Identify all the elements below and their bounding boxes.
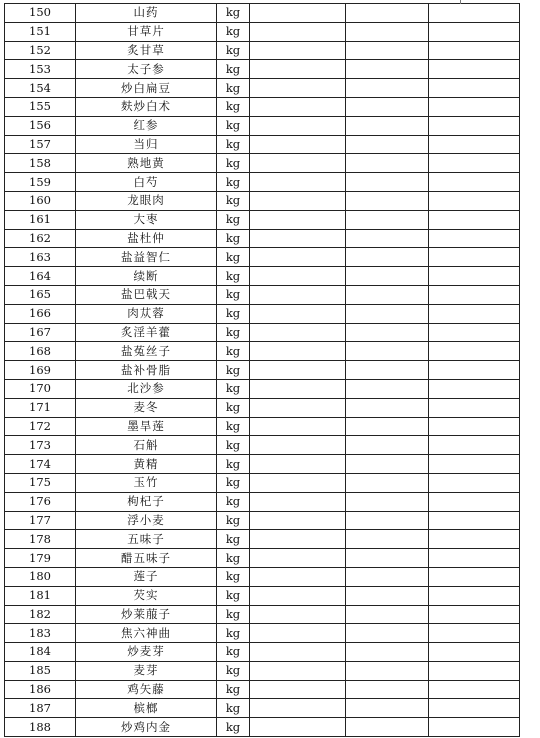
item-name-cell: 炙淫羊藿	[76, 323, 217, 342]
empty-cell	[250, 304, 346, 323]
empty-cell	[250, 455, 346, 474]
empty-cell	[346, 455, 429, 474]
unit-cell: kg	[217, 473, 250, 492]
table-row	[5, 586, 520, 605]
empty-cell	[346, 60, 429, 79]
item-name-cell: 芡实	[76, 586, 217, 605]
empty-cell	[250, 267, 346, 286]
row-number-cell: 183	[5, 624, 76, 643]
unit-cell: kg	[217, 191, 250, 210]
empty-cell	[429, 248, 520, 267]
empty-cell	[346, 41, 429, 60]
table-row	[5, 191, 520, 210]
row-number-cell: 180	[5, 567, 76, 586]
table-row	[5, 79, 520, 98]
item-name-cell: 熟地黄	[76, 154, 217, 173]
table-row	[5, 379, 520, 398]
empty-cell	[250, 4, 346, 23]
empty-cell	[250, 511, 346, 530]
empty-cell	[346, 97, 429, 116]
empty-cell	[346, 210, 429, 229]
empty-cell	[250, 379, 346, 398]
unit-cell: kg	[217, 229, 250, 248]
empty-cell	[429, 210, 520, 229]
empty-cell	[250, 60, 346, 79]
item-name-cell: 黄精	[76, 455, 217, 474]
item-name-cell: 盐巴戟天	[76, 285, 217, 304]
empty-cell	[250, 530, 346, 549]
empty-cell	[429, 436, 520, 455]
row-number-cell: 153	[5, 60, 76, 79]
row-number-cell: 171	[5, 398, 76, 417]
row-number-cell: 179	[5, 549, 76, 568]
empty-cell	[250, 22, 346, 41]
table-row	[5, 60, 520, 79]
table-row	[5, 473, 520, 492]
empty-cell	[250, 285, 346, 304]
unit-cell: kg	[217, 661, 250, 680]
table-row	[5, 398, 520, 417]
empty-cell	[429, 41, 520, 60]
unit-cell: kg	[217, 323, 250, 342]
item-name-cell: 白芍	[76, 173, 217, 192]
unit-cell: kg	[217, 116, 250, 135]
unit-cell: kg	[217, 304, 250, 323]
empty-cell	[250, 229, 346, 248]
empty-cell	[346, 285, 429, 304]
document-page	[4, 3, 515, 737]
unit-cell: kg	[217, 417, 250, 436]
empty-cell	[346, 323, 429, 342]
empty-cell	[250, 135, 346, 154]
empty-cell	[346, 718, 429, 737]
unit-cell: kg	[217, 285, 250, 304]
empty-cell	[429, 718, 520, 737]
row-number-cell: 169	[5, 361, 76, 380]
empty-cell	[346, 492, 429, 511]
row-number-cell: 155	[5, 97, 76, 116]
table-row	[5, 511, 520, 530]
empty-cell	[429, 417, 520, 436]
unit-cell: kg	[217, 624, 250, 643]
row-number-cell: 188	[5, 718, 76, 737]
item-name-cell: 麦冬	[76, 398, 217, 417]
table-row	[5, 549, 520, 568]
empty-cell	[429, 680, 520, 699]
unit-cell: kg	[217, 549, 250, 568]
empty-cell	[429, 530, 520, 549]
empty-cell	[429, 699, 520, 718]
table-row	[5, 680, 520, 699]
unit-cell: kg	[217, 41, 250, 60]
item-name-cell: 山药	[76, 4, 217, 23]
empty-cell	[429, 154, 520, 173]
empty-cell	[346, 549, 429, 568]
item-name-cell: 五味子	[76, 530, 217, 549]
table-row	[5, 154, 520, 173]
empty-cell	[250, 248, 346, 267]
empty-cell	[250, 643, 346, 662]
item-name-cell: 炙甘草	[76, 41, 217, 60]
item-name-cell: 麸炒白术	[76, 97, 217, 116]
empty-cell	[346, 379, 429, 398]
row-number-cell: 173	[5, 436, 76, 455]
item-name-cell: 石斛	[76, 436, 217, 455]
empty-cell	[250, 79, 346, 98]
unit-cell: kg	[217, 605, 250, 624]
table-row	[5, 342, 520, 361]
table-row	[5, 699, 520, 718]
item-name-cell: 麦芽	[76, 661, 217, 680]
unit-cell: kg	[217, 492, 250, 511]
row-number-cell: 172	[5, 417, 76, 436]
empty-cell	[250, 342, 346, 361]
empty-cell	[346, 22, 429, 41]
row-number-cell: 176	[5, 492, 76, 511]
empty-cell	[346, 436, 429, 455]
item-name-cell: 炒鸡内金	[76, 718, 217, 737]
table-row	[5, 41, 520, 60]
empty-cell	[429, 173, 520, 192]
empty-cell	[346, 267, 429, 286]
unit-cell: kg	[217, 586, 250, 605]
unit-cell: kg	[217, 379, 250, 398]
empty-cell	[429, 79, 520, 98]
table-row	[5, 22, 520, 41]
empty-cell	[429, 624, 520, 643]
table-row	[5, 417, 520, 436]
unit-cell: kg	[217, 530, 250, 549]
empty-cell	[346, 586, 429, 605]
empty-cell	[346, 680, 429, 699]
empty-cell	[250, 473, 346, 492]
empty-cell	[346, 191, 429, 210]
row-number-cell: 163	[5, 248, 76, 267]
table-row	[5, 661, 520, 680]
item-name-cell: 续断	[76, 267, 217, 286]
empty-cell	[250, 699, 346, 718]
row-number-cell: 165	[5, 285, 76, 304]
empty-cell	[346, 530, 429, 549]
table-row	[5, 323, 520, 342]
empty-cell	[250, 549, 346, 568]
row-number-cell: 187	[5, 699, 76, 718]
table-row	[5, 436, 520, 455]
row-number-cell: 159	[5, 173, 76, 192]
table-row	[5, 248, 520, 267]
item-name-cell: 红参	[76, 116, 217, 135]
row-number-cell: 167	[5, 323, 76, 342]
empty-cell	[429, 342, 520, 361]
empty-cell	[250, 210, 346, 229]
row-number-cell: 157	[5, 135, 76, 154]
item-name-cell: 炒白扁豆	[76, 79, 217, 98]
table-row	[5, 285, 520, 304]
table-row	[5, 605, 520, 624]
unit-cell: kg	[217, 361, 250, 380]
empty-cell	[250, 680, 346, 699]
empty-cell	[346, 417, 429, 436]
row-number-cell: 174	[5, 455, 76, 474]
unit-cell: kg	[217, 22, 250, 41]
empty-cell	[346, 173, 429, 192]
item-name-cell: 肉苁蓉	[76, 304, 217, 323]
empty-cell	[429, 549, 520, 568]
item-name-cell: 太子参	[76, 60, 217, 79]
empty-cell	[429, 473, 520, 492]
row-number-cell: 170	[5, 379, 76, 398]
table-row	[5, 135, 520, 154]
item-name-cell: 盐益智仁	[76, 248, 217, 267]
empty-cell	[346, 361, 429, 380]
row-number-cell: 162	[5, 229, 76, 248]
unit-cell: kg	[217, 398, 250, 417]
unit-cell: kg	[217, 699, 250, 718]
empty-cell	[429, 567, 520, 586]
empty-cell	[250, 624, 346, 643]
row-number-cell: 177	[5, 511, 76, 530]
row-number-cell: 186	[5, 680, 76, 699]
empty-cell	[346, 154, 429, 173]
empty-cell	[250, 173, 346, 192]
unit-cell: kg	[217, 680, 250, 699]
item-name-cell: 醋五味子	[76, 549, 217, 568]
unit-cell: kg	[217, 154, 250, 173]
empty-cell	[250, 718, 346, 737]
row-number-cell: 156	[5, 116, 76, 135]
empty-cell	[346, 699, 429, 718]
item-name-cell: 枸杞子	[76, 492, 217, 511]
empty-cell	[429, 605, 520, 624]
item-name-cell: 槟榔	[76, 699, 217, 718]
table-row	[5, 97, 520, 116]
empty-cell	[429, 135, 520, 154]
empty-cell	[346, 342, 429, 361]
unit-cell: kg	[217, 342, 250, 361]
row-number-cell: 150	[5, 4, 76, 23]
table-row	[5, 267, 520, 286]
empty-cell	[250, 417, 346, 436]
empty-cell	[429, 97, 520, 116]
empty-cell	[429, 229, 520, 248]
page-corner-mark	[460, 0, 467, 4]
table-row	[5, 4, 520, 23]
empty-cell	[250, 116, 346, 135]
table-body	[5, 4, 520, 737]
empty-cell	[429, 4, 520, 23]
table-row	[5, 492, 520, 511]
unit-cell: kg	[217, 436, 250, 455]
empty-cell	[429, 361, 520, 380]
item-name-cell: 当归	[76, 135, 217, 154]
empty-cell	[250, 323, 346, 342]
unit-cell: kg	[217, 135, 250, 154]
empty-cell	[429, 661, 520, 680]
empty-cell	[346, 473, 429, 492]
empty-cell	[346, 511, 429, 530]
item-name-cell: 盐杜仲	[76, 229, 217, 248]
empty-cell	[346, 661, 429, 680]
row-number-cell: 168	[5, 342, 76, 361]
empty-cell	[250, 398, 346, 417]
empty-cell	[250, 191, 346, 210]
empty-cell	[429, 492, 520, 511]
item-name-cell: 炒莱菔子	[76, 605, 217, 624]
empty-cell	[346, 248, 429, 267]
row-number-cell: 154	[5, 79, 76, 98]
table-row	[5, 624, 520, 643]
row-number-cell: 178	[5, 530, 76, 549]
table-row	[5, 304, 520, 323]
empty-cell	[346, 643, 429, 662]
empty-cell	[346, 135, 429, 154]
empty-cell	[429, 267, 520, 286]
unit-cell: kg	[217, 248, 250, 267]
row-number-cell: 160	[5, 191, 76, 210]
empty-cell	[429, 22, 520, 41]
empty-cell	[346, 229, 429, 248]
empty-cell	[429, 455, 520, 474]
empty-cell	[346, 398, 429, 417]
item-name-cell: 玉竹	[76, 473, 217, 492]
table-row	[5, 718, 520, 737]
row-number-cell: 166	[5, 304, 76, 323]
table-row	[5, 210, 520, 229]
empty-cell	[346, 304, 429, 323]
unit-cell: kg	[217, 210, 250, 229]
empty-cell	[250, 154, 346, 173]
empty-cell	[346, 79, 429, 98]
row-number-cell: 184	[5, 643, 76, 662]
item-name-cell: 炒麦芽	[76, 643, 217, 662]
empty-cell	[346, 116, 429, 135]
table-row	[5, 116, 520, 135]
item-name-cell: 焦六神曲	[76, 624, 217, 643]
table-row	[5, 530, 520, 549]
table-row	[5, 229, 520, 248]
unit-cell: kg	[217, 718, 250, 737]
item-name-cell: 北沙参	[76, 379, 217, 398]
table-row	[5, 455, 520, 474]
table-row	[5, 173, 520, 192]
item-name-cell: 甘草片	[76, 22, 217, 41]
unit-cell: kg	[217, 455, 250, 474]
table-row	[5, 361, 520, 380]
empty-cell	[429, 323, 520, 342]
row-number-cell: 151	[5, 22, 76, 41]
empty-cell	[429, 643, 520, 662]
unit-cell: kg	[217, 97, 250, 116]
empty-cell	[429, 191, 520, 210]
empty-cell	[250, 492, 346, 511]
item-name-cell: 鸡矢藤	[76, 680, 217, 699]
empty-cell	[429, 379, 520, 398]
empty-cell	[346, 567, 429, 586]
empty-cell	[346, 4, 429, 23]
row-number-cell: 182	[5, 605, 76, 624]
empty-cell	[250, 41, 346, 60]
empty-cell	[429, 60, 520, 79]
row-number-cell: 185	[5, 661, 76, 680]
unit-cell: kg	[217, 643, 250, 662]
empty-cell	[250, 436, 346, 455]
table-row	[5, 643, 520, 662]
empty-cell	[429, 285, 520, 304]
row-number-cell: 164	[5, 267, 76, 286]
empty-cell	[250, 361, 346, 380]
item-name-cell: 龙眼肉	[76, 191, 217, 210]
row-number-cell: 181	[5, 586, 76, 605]
row-number-cell: 152	[5, 41, 76, 60]
item-name-cell: 莲子	[76, 567, 217, 586]
empty-cell	[250, 567, 346, 586]
empty-cell	[346, 624, 429, 643]
item-name-cell: 浮小麦	[76, 511, 217, 530]
unit-cell: kg	[217, 173, 250, 192]
row-number-cell: 175	[5, 473, 76, 492]
unit-cell: kg	[217, 511, 250, 530]
unit-cell: kg	[217, 79, 250, 98]
row-number-cell: 161	[5, 210, 76, 229]
empty-cell	[346, 605, 429, 624]
empty-cell	[250, 586, 346, 605]
unit-cell: kg	[217, 60, 250, 79]
item-name-cell: 盐补骨脂	[76, 361, 217, 380]
unit-cell: kg	[217, 567, 250, 586]
unit-cell: kg	[217, 267, 250, 286]
empty-cell	[429, 116, 520, 135]
item-name-cell: 大枣	[76, 210, 217, 229]
row-number-cell: 158	[5, 154, 76, 173]
empty-cell	[429, 398, 520, 417]
medicine-table	[4, 3, 520, 737]
empty-cell	[429, 511, 520, 530]
empty-cell	[429, 304, 520, 323]
empty-cell	[250, 661, 346, 680]
empty-cell	[429, 586, 520, 605]
item-name-cell: 墨旱莲	[76, 417, 217, 436]
empty-cell	[250, 97, 346, 116]
item-name-cell: 盐菟丝子	[76, 342, 217, 361]
table-row	[5, 567, 520, 586]
empty-cell	[250, 605, 346, 624]
unit-cell: kg	[217, 4, 250, 23]
